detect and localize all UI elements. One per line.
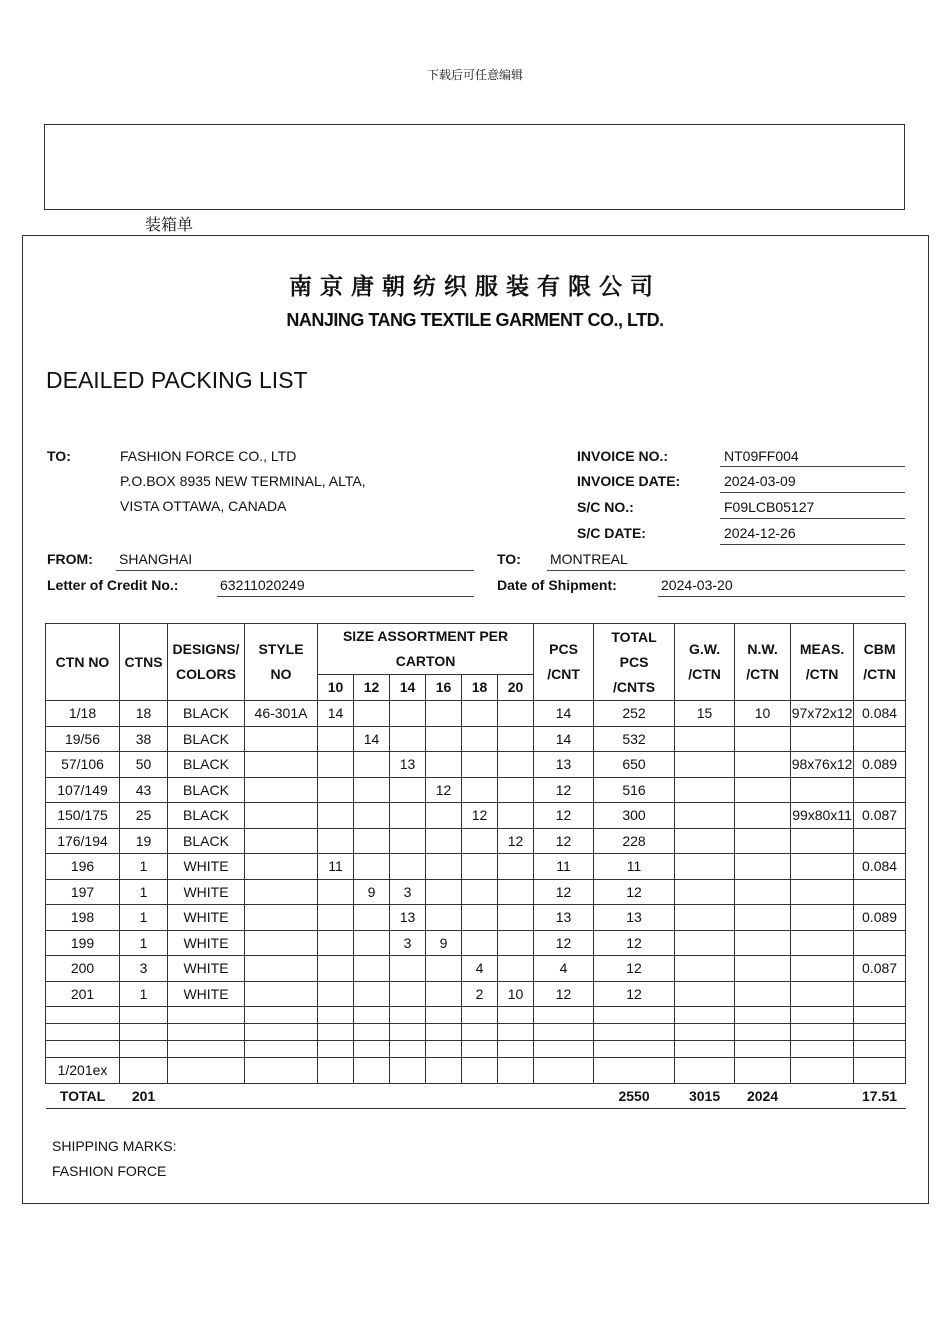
table-cell: 13 (534, 905, 594, 931)
table-cell (675, 828, 735, 854)
table-cell (498, 956, 534, 982)
table-cell: 11 (534, 854, 594, 880)
table-cell (318, 828, 354, 854)
table-cell (498, 905, 534, 931)
table-cell: 0.089 (854, 752, 906, 778)
sc-no-value: F09LCB05127 (720, 499, 905, 519)
invoice-no-value: NT09FF004 (720, 448, 905, 467)
table-cell (498, 930, 534, 956)
table-cell (318, 726, 354, 752)
extra-row (46, 1058, 906, 1084)
table-cell: 9 (354, 879, 390, 905)
shipment-label: Date of Shipment: (497, 577, 617, 593)
table-row (46, 879, 906, 905)
table-cell: WHITE (168, 981, 245, 1007)
table-cell: 12 (534, 981, 594, 1007)
table-cell: WHITE (168, 956, 245, 982)
packing-list-cn-title: 装箱单 (145, 215, 194, 234)
shipping-marks-value: FASHION FORCE (52, 1163, 167, 1179)
table-row (46, 752, 906, 778)
table-cell: 19/56 (46, 726, 120, 752)
table-cell: 12 (534, 803, 594, 829)
table-cell (354, 854, 390, 880)
table-cell: 1 (120, 981, 168, 1007)
table-header-row (46, 624, 906, 675)
table-cell: 18 (120, 701, 168, 727)
col-header-total-pcs: TOTAL PCS /CNTS (594, 624, 675, 701)
table-cell (791, 726, 854, 752)
table-cell (854, 726, 906, 752)
table-cell: 14 (354, 726, 390, 752)
table-cell (354, 956, 390, 982)
size-header: 12 (354, 675, 390, 701)
table-cell (426, 905, 462, 931)
company-name-en: NANJING TANG TEXTILE GARMENT CO., LTD. (286, 310, 664, 330)
table-cell (791, 879, 854, 905)
table-cell: 3 (390, 930, 426, 956)
invoice-no-label: INVOICE NO.: (577, 448, 669, 464)
table-cell (735, 752, 791, 778)
table-row (46, 777, 906, 803)
table-cell (318, 879, 354, 905)
table-row (46, 981, 906, 1007)
table-cell: 2 (462, 981, 498, 1007)
table-cell: 97x72x12 (791, 701, 854, 727)
table-cell: 1/18 (46, 701, 120, 727)
table-cell (854, 981, 906, 1007)
blank-row (46, 1007, 906, 1024)
table-cell: 14 (318, 701, 354, 727)
document-title: DEAILED PACKING LIST (46, 367, 308, 393)
total-row (46, 1083, 906, 1108)
table-cell (462, 879, 498, 905)
table-cell (426, 828, 462, 854)
table-cell: 300 (594, 803, 675, 829)
table-cell (675, 803, 735, 829)
table-cell (245, 854, 318, 880)
from-value: SHANGHAI (116, 551, 474, 571)
table-cell (791, 905, 854, 931)
table-row (46, 828, 906, 854)
table-cell (735, 905, 791, 931)
table-cell: 0.089 (854, 905, 906, 931)
table-cell (245, 777, 318, 803)
table-cell: 43 (120, 777, 168, 803)
table-cell: 196 (46, 854, 120, 880)
table-cell (390, 981, 426, 1007)
table-cell: 12 (534, 879, 594, 905)
table-cell (462, 828, 498, 854)
table-cell (854, 879, 906, 905)
col-header-style: STYLE NO (245, 624, 318, 701)
table-cell (735, 879, 791, 905)
table-cell (675, 930, 735, 956)
table-cell (390, 726, 426, 752)
to-line3: VISTA OTTAWA, CANADA (120, 498, 287, 514)
table-cell: 199 (46, 930, 120, 956)
table-cell (318, 930, 354, 956)
table-cell: BLACK (168, 803, 245, 829)
to-label: TO: (47, 448, 71, 464)
table-cell (462, 930, 498, 956)
sc-date-value: 2024-12-26 (720, 525, 905, 545)
table-cell (462, 701, 498, 727)
col-header-gw: G.W. /CTN (675, 624, 735, 701)
table-cell: 12 (594, 879, 675, 905)
table-cell (426, 726, 462, 752)
table-cell (462, 905, 498, 931)
invoice-date-label: INVOICE DATE: (577, 473, 681, 489)
table-cell: WHITE (168, 905, 245, 931)
table-cell (318, 956, 354, 982)
to-line2: P.O.BOX 8935 NEW TERMINAL, ALTA, (120, 473, 366, 489)
col-header-ctns: CTNS (120, 624, 168, 701)
shipment-value: 2024-03-20 (658, 577, 905, 597)
table-cell (498, 777, 534, 803)
table-cell (245, 930, 318, 956)
table-cell (245, 726, 318, 752)
company-name-cn: 南京唐朝纺织服装有限公司 (289, 274, 661, 300)
table-cell: BLACK (168, 726, 245, 752)
size-header: 10 (318, 675, 354, 701)
table-cell: 13 (534, 752, 594, 778)
table-cell (426, 981, 462, 1007)
table-cell: 15 (675, 701, 735, 727)
table-cell (675, 854, 735, 880)
table-cell (735, 726, 791, 752)
packing-table (45, 623, 906, 1109)
top-blank-box (44, 124, 905, 210)
table-cell: 1 (120, 905, 168, 931)
table-cell (498, 803, 534, 829)
table-cell: 3 (390, 879, 426, 905)
table-cell (791, 854, 854, 880)
table-cell (354, 701, 390, 727)
table-cell (390, 956, 426, 982)
table-cell (498, 701, 534, 727)
table-cell (426, 701, 462, 727)
table-cell (791, 956, 854, 982)
table-cell: BLACK (168, 777, 245, 803)
table-cell: 0.087 (854, 956, 906, 982)
lc-value: 63211020249 (217, 577, 474, 597)
table-cell (735, 981, 791, 1007)
invoice-date-value: 2024-03-09 (720, 473, 905, 493)
table-cell (318, 905, 354, 931)
table-cell (354, 777, 390, 803)
table-cell: 14 (534, 701, 594, 727)
table-cell (354, 752, 390, 778)
table-cell (791, 828, 854, 854)
table-cell (245, 956, 318, 982)
table-cell (735, 777, 791, 803)
table-cell: WHITE (168, 930, 245, 956)
table-cell (675, 777, 735, 803)
table-cell (318, 777, 354, 803)
table-cell: 228 (594, 828, 675, 854)
table-cell (675, 905, 735, 931)
table-cell: 0.084 (854, 854, 906, 880)
table-row (46, 956, 906, 982)
dest-value: MONTREAL (547, 551, 905, 571)
table-cell: 9 (426, 930, 462, 956)
from-label: FROM: (47, 551, 93, 567)
table-row (46, 854, 906, 880)
table-cell (390, 803, 426, 829)
table-cell: 650 (594, 752, 675, 778)
table-cell (854, 930, 906, 956)
shipping-marks-label: SHIPPING MARKS: (52, 1138, 177, 1154)
table-cell (462, 752, 498, 778)
table-cell (791, 981, 854, 1007)
table-cell (735, 854, 791, 880)
dest-label: TO: (497, 551, 521, 567)
table-cell: 10 (735, 701, 791, 727)
table-cell: 99x80x11 (791, 803, 854, 829)
table-cell (318, 752, 354, 778)
total-ctns: 201 (120, 1083, 168, 1108)
table-cell: 13 (594, 905, 675, 931)
table-cell: 1 (120, 930, 168, 956)
table-cell: 13 (390, 752, 426, 778)
col-header-size-assortment: SIZE ASSORTMENT PER CARTON (318, 624, 534, 675)
table-cell: 12 (594, 930, 675, 956)
table-cell (462, 726, 498, 752)
table-cell (354, 905, 390, 931)
to-line1: FASHION FORCE CO., LTD (120, 448, 297, 464)
table-cell: 12 (534, 828, 594, 854)
table-cell (791, 777, 854, 803)
table-cell: 11 (318, 854, 354, 880)
table-cell: 98x76x12 (791, 752, 854, 778)
table-cell: 107/149 (46, 777, 120, 803)
table-cell: WHITE (168, 879, 245, 905)
extra-row-ctn-no: 1/201ex (46, 1058, 120, 1084)
table-row (46, 905, 906, 931)
table-cell: 12 (534, 930, 594, 956)
lc-label: Letter of Credit No.: (47, 577, 179, 593)
table-cell: 12 (594, 956, 675, 982)
table-cell: 12 (534, 777, 594, 803)
table-cell (426, 854, 462, 880)
table-cell (854, 828, 906, 854)
table-cell (390, 701, 426, 727)
table-cell: 198 (46, 905, 120, 931)
table-cell: 12 (426, 777, 462, 803)
total-gw: 3015 (675, 1083, 735, 1108)
total-pcs: 2550 (594, 1083, 675, 1108)
table-cell (354, 803, 390, 829)
table-cell (462, 854, 498, 880)
table-cell: 176/194 (46, 828, 120, 854)
table-cell: 10 (498, 981, 534, 1007)
sc-no-label: S/C NO.: (577, 499, 634, 515)
blank-row (46, 1024, 906, 1041)
table-row (46, 701, 906, 727)
table-row (46, 726, 906, 752)
table-cell: 14 (534, 726, 594, 752)
size-header: 16 (426, 675, 462, 701)
size-header: 18 (462, 675, 498, 701)
table-cell: 4 (462, 956, 498, 982)
table-cell: 38 (120, 726, 168, 752)
total-label: TOTAL (46, 1083, 120, 1108)
table-cell (318, 803, 354, 829)
total-nw: 2024 (735, 1083, 791, 1108)
table-cell (426, 956, 462, 982)
table-cell (462, 777, 498, 803)
table-cell (498, 879, 534, 905)
table-cell: 516 (594, 777, 675, 803)
col-header-nw: N.W. /CTN (735, 624, 791, 701)
table-cell (675, 726, 735, 752)
table-cell (354, 930, 390, 956)
table-cell (735, 930, 791, 956)
col-header-ctn-no: CTN NO (46, 624, 120, 701)
header-note: 下载后可任意编辑 (426, 68, 523, 82)
col-header-cbm: CBM /CTN (854, 624, 906, 701)
table-cell: 150/175 (46, 803, 120, 829)
table-cell: BLACK (168, 828, 245, 854)
table-cell: 0.084 (854, 701, 906, 727)
table-cell: 50 (120, 752, 168, 778)
table-cell: 25 (120, 803, 168, 829)
table-cell (426, 803, 462, 829)
table-cell: 12 (498, 828, 534, 854)
table-cell: 3 (120, 956, 168, 982)
table-cell: 197 (46, 879, 120, 905)
table-cell (675, 956, 735, 982)
table-cell: 1 (120, 854, 168, 880)
table-cell (245, 803, 318, 829)
table-cell: 0.087 (854, 803, 906, 829)
table-cell (245, 752, 318, 778)
size-header: 14 (390, 675, 426, 701)
table-cell: 19 (120, 828, 168, 854)
table-cell: 4 (534, 956, 594, 982)
table-cell: 532 (594, 726, 675, 752)
table-cell (675, 879, 735, 905)
table-cell (735, 803, 791, 829)
shipping-marks (52, 1134, 176, 1184)
table-cell: 1 (120, 879, 168, 905)
table-cell: 46-301A (245, 701, 318, 727)
table-cell (245, 905, 318, 931)
col-header-designs: DESIGNS/ COLORS (168, 624, 245, 701)
table-cell: 13 (390, 905, 426, 931)
table-cell (854, 777, 906, 803)
table-cell: 11 (594, 854, 675, 880)
table-row (46, 803, 906, 829)
table-row (46, 930, 906, 956)
table-cell: 12 (462, 803, 498, 829)
table-cell: BLACK (168, 701, 245, 727)
table-cell: 57/106 (46, 752, 120, 778)
table-cell (390, 828, 426, 854)
table-cell (498, 726, 534, 752)
table-cell (390, 854, 426, 880)
table-cell: 252 (594, 701, 675, 727)
table-cell (390, 777, 426, 803)
table-cell (426, 879, 462, 905)
table-cell: 200 (46, 956, 120, 982)
table-cell (791, 930, 854, 956)
table-cell (354, 981, 390, 1007)
table-cell (318, 981, 354, 1007)
total-cbm: 17.51 (854, 1083, 906, 1108)
table-cell (245, 981, 318, 1007)
table-cell (675, 981, 735, 1007)
table-cell (426, 752, 462, 778)
table-cell (675, 752, 735, 778)
table-cell (498, 752, 534, 778)
col-header-meas: MEAS. /CTN (791, 624, 854, 701)
sc-date-label: S/C DATE: (577, 525, 646, 541)
table-cell (735, 828, 791, 854)
table-cell (498, 854, 534, 880)
table-cell: 12 (594, 981, 675, 1007)
table-cell: BLACK (168, 752, 245, 778)
table-cell (354, 828, 390, 854)
table-cell (245, 828, 318, 854)
table-cell: 201 (46, 981, 120, 1007)
blank-row (46, 1041, 906, 1058)
table-cell (735, 956, 791, 982)
table-cell (245, 879, 318, 905)
size-header: 20 (498, 675, 534, 701)
col-header-pcs: PCS /CNT (534, 624, 594, 701)
table-cell: WHITE (168, 854, 245, 880)
